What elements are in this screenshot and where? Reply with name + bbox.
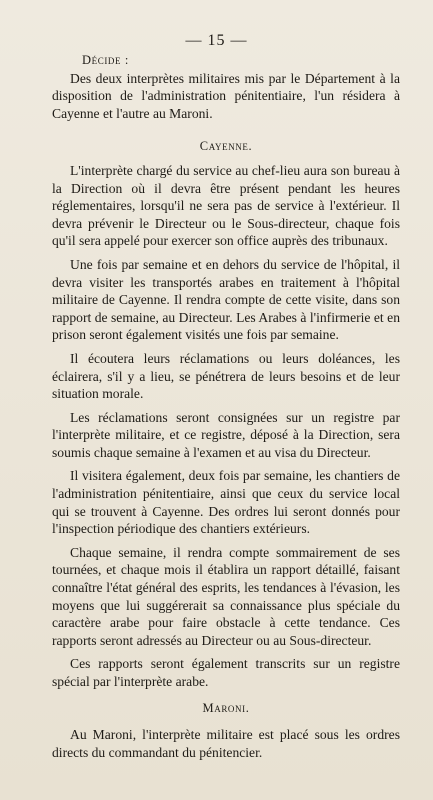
cayenne-paragraph-1: L'interprète chargé du service au chef-lieu aura son bureau à la Direction où il devra être présent pendant les heures réglementaires, lorsqu'il ne sera pas de service à l'extérieur. Il devra prévenir le Directeur ou le Sous-directeur, chaque fois qu'il sera appelé pour exercer son office auprès des tribunaux.: [52, 162, 400, 249]
cayenne-paragraph-7: Ces rapports seront également transcrits sur un registre spécial par l'interprète arabe.: [52, 656, 400, 689]
cayenne-paragraph-2: Une fois par semaine et en dehors du service de l'hôpital, il devra visiter les transportés arabes en traitement à l'hôpital militaire de Cayenne. Il rendra compte de cette visite, dans son rapport de semaine, au Directeur. Les Arabes à l'infirmerie et en prison seront également visités une fois par semaine.: [52, 256, 400, 343]
maroni-paragraph-1: Au Maroni, l'interprète militaire est placé sous les ordres directs du commandant du pénitencier.: [52, 727, 400, 760]
section-heading-cayenne: Cayenne.: [199, 139, 253, 154]
cayenne-paragraph-5: Il visitera également, deux fois par semaine, les chantiers de l'administration pénitentiaire, ainsi que ceux du service local qui se trouvent à Cayenne. Des ordres lui seront donnés pour l'inspection périodique des chantiers extérieurs.: [52, 468, 400, 537]
decide-paragraph-1: Des deux interprètes militaires mis par le Département à la disposition de l'administration pénitentiaire, l'un résidera à Cayenne et l'autre au Maroni.: [52, 70, 400, 121]
document-body: [52, 52, 400, 761]
cayenne-paragraph-6: Chaque semaine, il rendra compte sommairement de ses tournées, et chaque mois il établira un rapport détaillé, faisant connaître l'état général des esprits, les tendances à l'évasion, les moyens que lui suggérerait sa connaissance plus spéciale du caractère arabe pour faire obstacle à cette tendance. Ces rapports seront adressés au Directeur ou au Sous-directeur.: [52, 544, 400, 648]
section-heading-decide: Décide :: [82, 53, 129, 67]
cayenne-paragraph-4: Les réclamations seront consignées sur un registre par l'interprète militaire, et ce registre, déposé à la Direction, sera soumis chaque semaine à l'examen et au visa du Directeur.: [52, 409, 400, 460]
page-number: — 15 —: [185, 32, 248, 49]
section-heading-maroni: Maroni.: [202, 700, 250, 715]
cayenne-paragraph-3: Il écoutera leurs réclamations ou leurs doléances, les éclairera, s'il y a lieu, se pénétrera de leurs besoins et de leur situation morale.: [52, 350, 400, 402]
